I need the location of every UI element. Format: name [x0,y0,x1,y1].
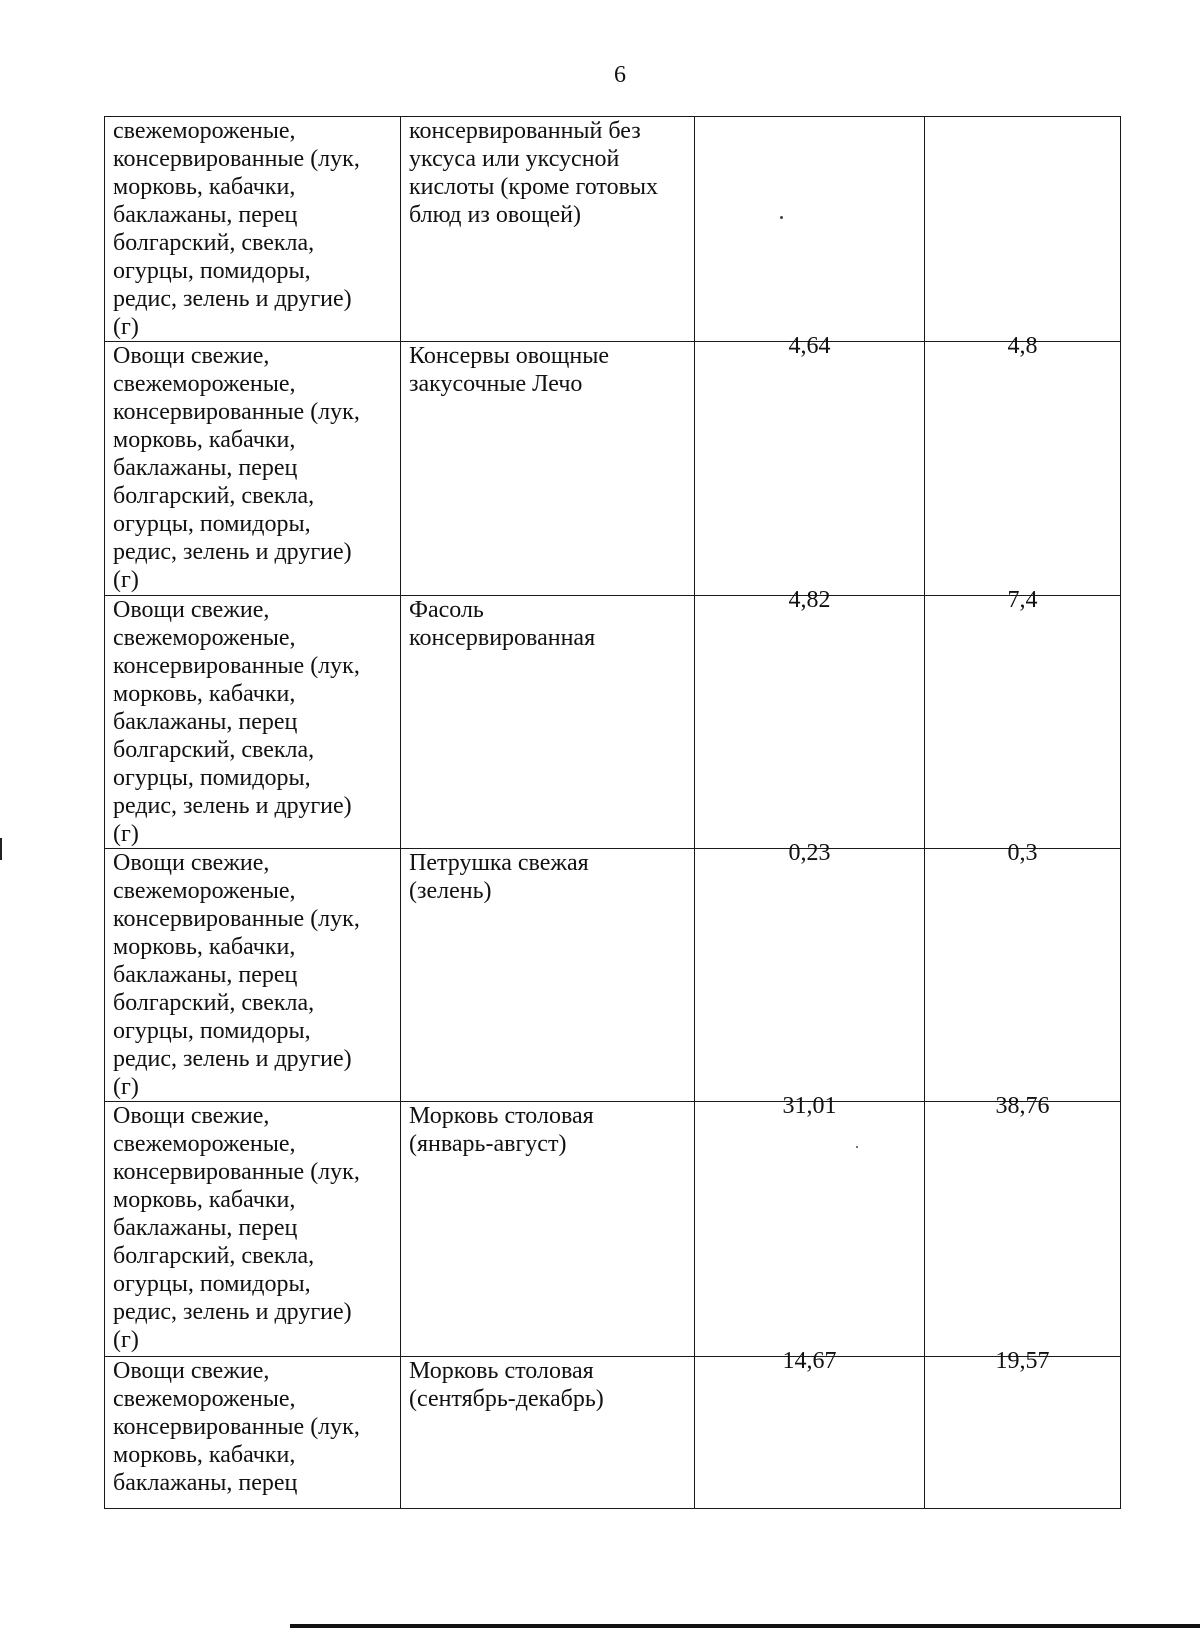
category-cell [105,849,401,1102]
category-text: Овощи свежие, свежемороженые, консервированные (лук, морковь, кабачки, баклажаны, перец [113,1358,360,1496]
category-cell [105,342,401,596]
value2-text: 4,8 [1007,333,1038,359]
product-cell [401,1102,695,1357]
value2-cell [925,587,1121,849]
category-cell [105,1102,401,1357]
page-bottom-rule [290,1624,1200,1628]
category-cell [105,1357,401,1509]
value1-cell [695,117,925,342]
table-row [105,596,1121,849]
category-text: свежемороженые, консервированные (лук, морковь, кабачки, баклажаны, перец болгарский, свекла, огурцы, помидоры, редис, зелень и другие) (г) [113,118,360,340]
category-text: Овощи свежие, свежемороженые, консервированные (лук, морковь, кабачки, баклажаны, перец болгарский, свекла, огурцы, помидоры, редис, зелень и другие) (г) [113,343,360,593]
value1-text: 0,23 [788,840,831,866]
value2-text: 0,3 [1007,840,1038,866]
value1-cell [695,840,925,1102]
value2-text: 7,4 [1007,587,1038,613]
value2-cell [925,333,1121,596]
value1-cell [695,333,925,596]
page-number: 6 [614,62,626,88]
product-text: Морковь столовая (сентябрь-декабрь) [409,1358,604,1412]
value2-cell [925,840,1121,1102]
category-cell [105,117,401,342]
value1-text: 4,82 [788,587,831,613]
value1-text: 4,64 [788,333,831,359]
norms-table [104,116,1121,1509]
category-cell [105,596,401,849]
product-text: Петрушка свежая (зелень) [409,850,589,904]
value1-cell [695,1348,925,1509]
category-text: Овощи свежие, свежемороженые, консервированные (лук, морковь, кабачки, баклажаны, перец болгарский, свекла, огурцы, помидоры, редис, зелень и другие) (г) [113,597,360,847]
table-row [105,1357,1121,1509]
value2-cell [925,1093,1121,1357]
table-row [105,342,1121,596]
scan-edge-mark [0,838,2,860]
product-cell [401,596,695,849]
product-cell [401,342,695,596]
category-text: Овощи свежие, свежемороженые, консервированные (лук, морковь, кабачки, баклажаны, перец болгарский, свекла, огурцы, помидоры, редис, зелень и другие) (г) [113,850,360,1100]
value2-text: 19,57 [995,1348,1050,1374]
product-cell [401,1357,695,1509]
value1-text: 31,01 [782,1093,837,1119]
table-row [105,849,1121,1102]
value2-cell [925,1348,1121,1509]
table-row [105,1102,1121,1357]
value1-cell [695,1093,925,1357]
product-cell [401,117,695,342]
value1-text: 14,67 [782,1348,837,1374]
value1-cell [695,587,925,849]
value2-cell [925,117,1121,342]
product-text: Фасоль консервированная [409,597,596,651]
table-row [105,117,1121,342]
product-cell [401,849,695,1102]
value2-text: 38,76 [995,1093,1050,1119]
product-text: Консервы овощные закусочные Лечо [409,343,609,397]
category-text: Овощи свежие, свежемороженые, консервированные (лук, морковь, кабачки, баклажаны, перец болгарский, свекла, огурцы, помидоры, редис, зелень и другие) (г) [113,1103,360,1353]
product-text: консервированный без уксуса или уксусной кислоты (кроме готовых блюд из овощей) [409,118,659,228]
product-text: Морковь столовая (январь-август) [409,1103,594,1157]
